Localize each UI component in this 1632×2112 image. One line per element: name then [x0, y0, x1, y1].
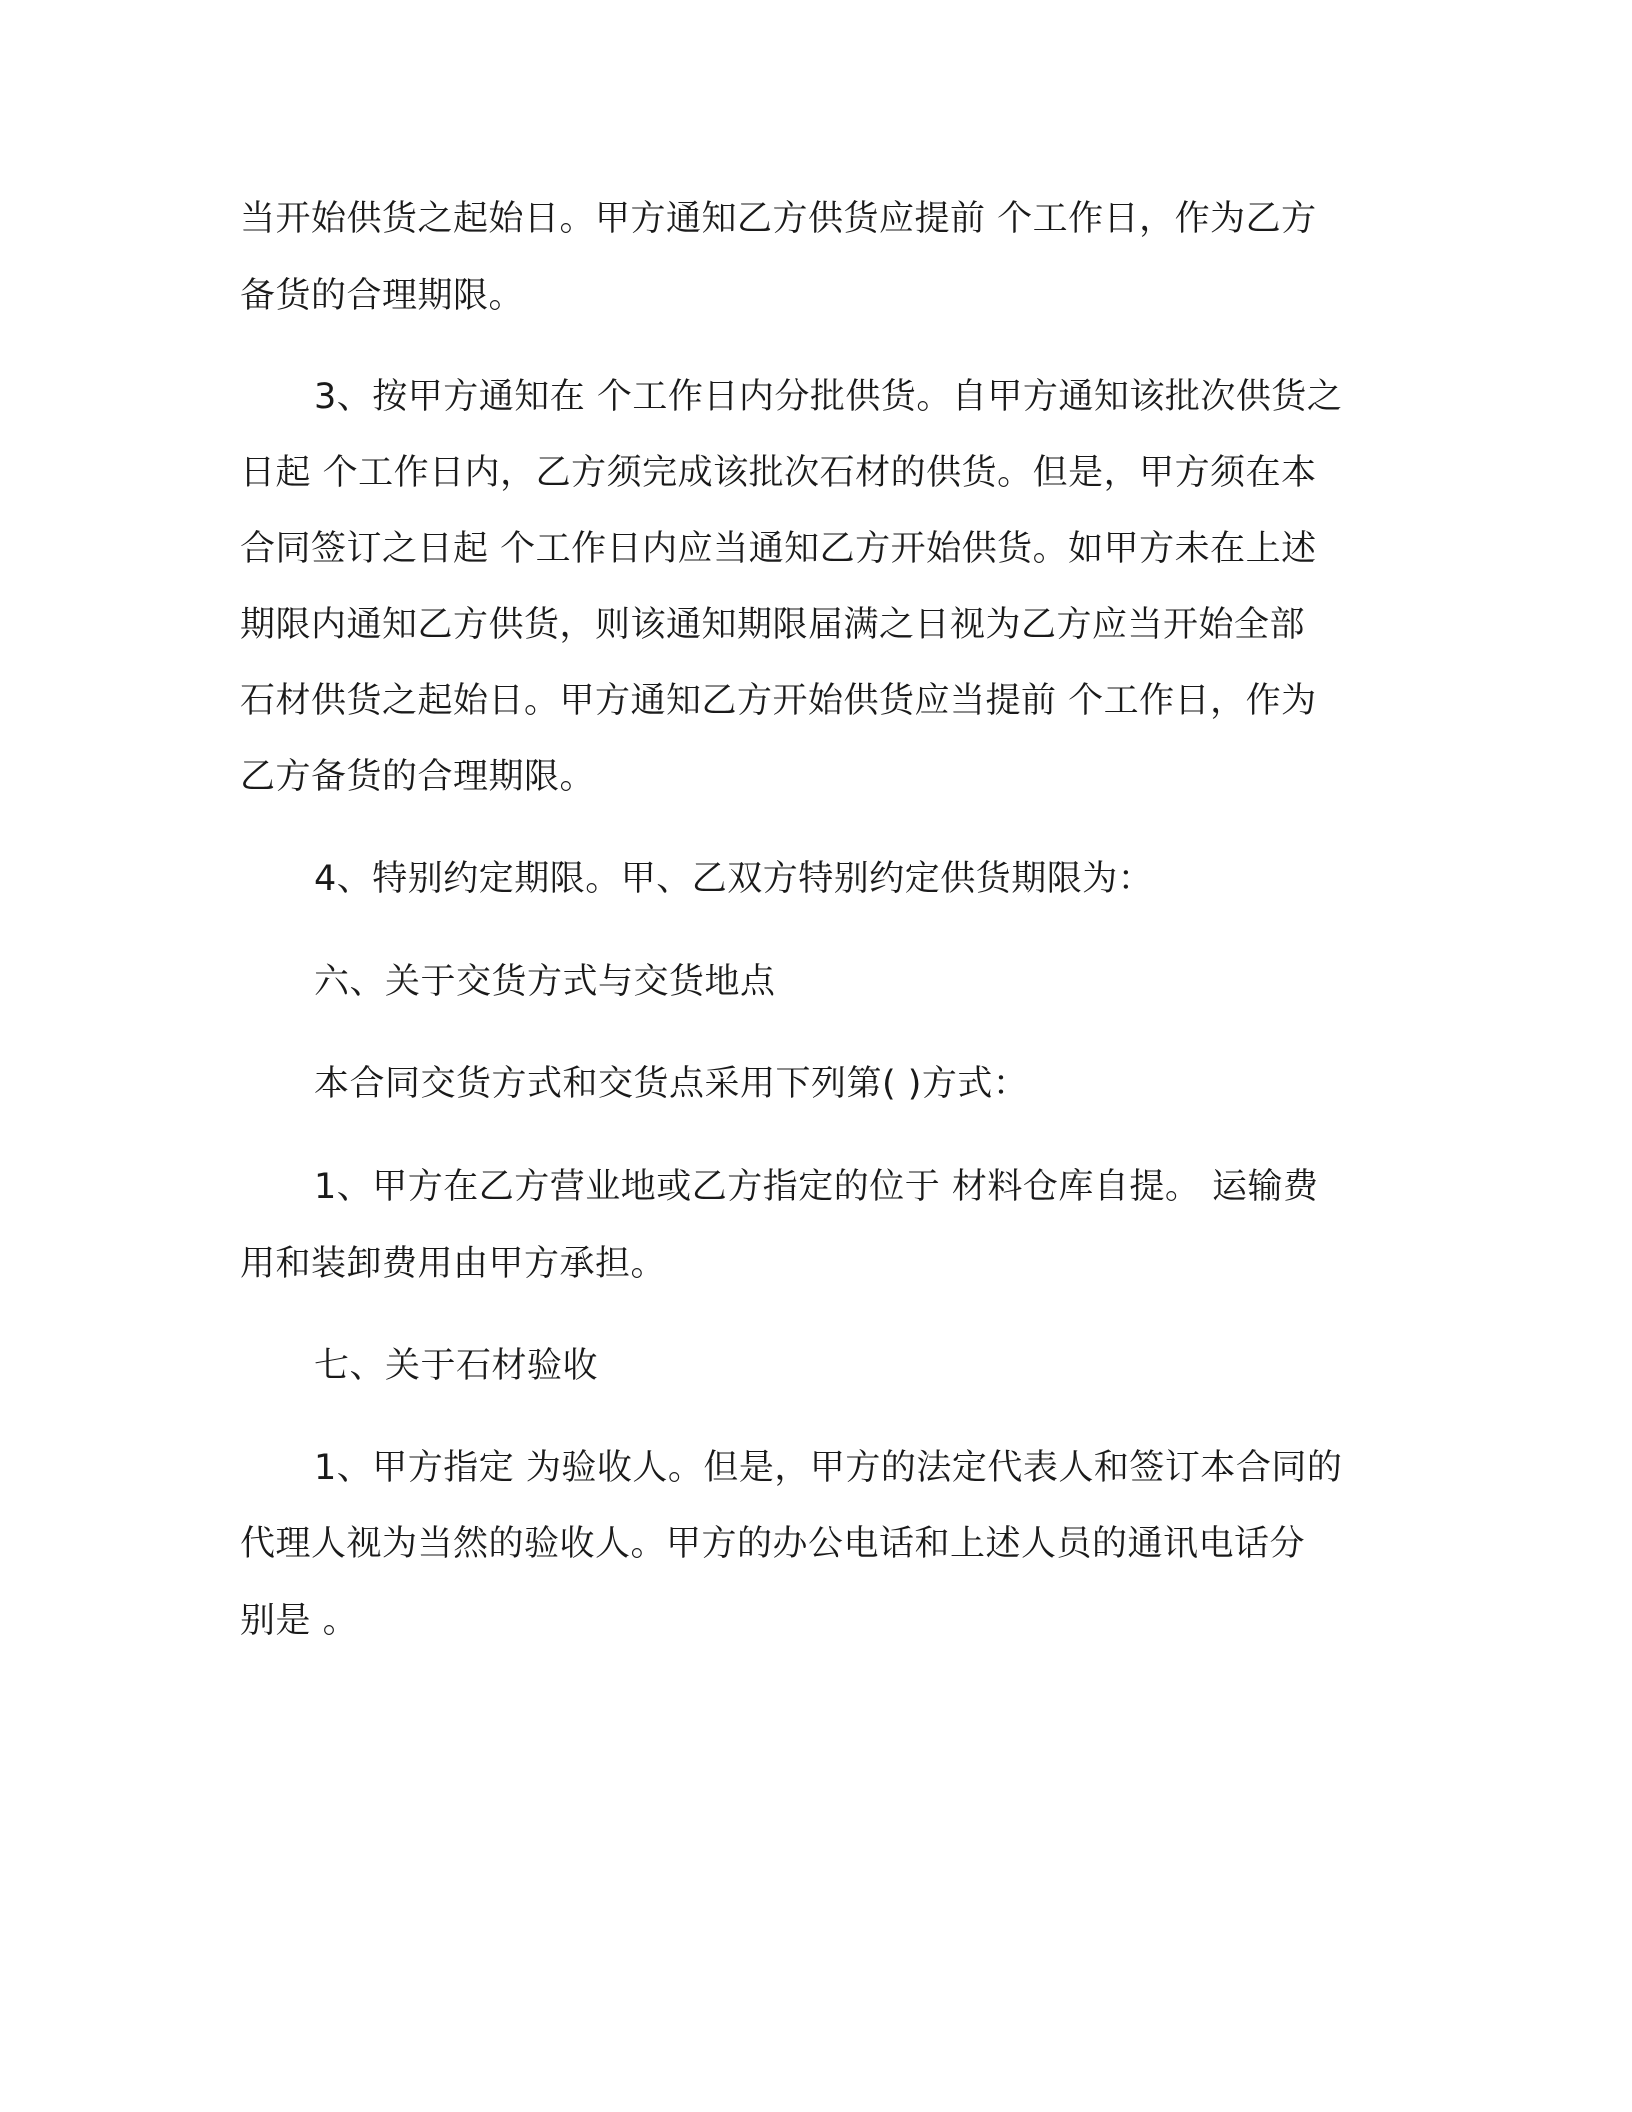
paragraph-line: 乙方备货的合理期限。 [240, 757, 596, 797]
paragraph-line: 石材供货之起始日。甲方通知乙方开始供货应当提前 个工作日，作为 [240, 681, 1317, 721]
paragraph-line: 日起 个工作日内，乙方须完成该批次石材的供货。但是，甲方须在本 [240, 453, 1317, 493]
paragraph-line: 别是 。 [240, 1601, 359, 1641]
paragraph-line: 合同签订之日起 个工作日内应当通知乙方开始供货。如甲方未在上述 [240, 529, 1317, 569]
section-heading: 七、关于石材验收 [314, 1346, 599, 1386]
paragraph-line: 当开始供货之起始日。甲方通知乙方供货应提前 个工作日，作为乙方 [240, 199, 1317, 239]
paragraph-line: 代理人视为当然的验收人。甲方的办公电话和上述人员的通讯电话分 [240, 1524, 1306, 1564]
paragraph-line: 备货的合理期限。 [240, 276, 525, 316]
paragraph-line: 本合同交货方式和交货点采用下列第( )方式： [314, 1064, 1029, 1104]
paragraph-line: 期限内通知乙方供货，则该通知期限届满之日视为乙方应当开始全部 [240, 605, 1306, 645]
paragraph-line: 用和装卸费用由甲方承担。 [240, 1244, 667, 1284]
paragraph-line: 1、甲方在乙方营业地或乙方指定的位于 材料仓库自提。 运输费 [314, 1167, 1319, 1207]
paragraph-line: 3、按甲方通知在 个工作日内分批供货。自甲方通知该批次供货之 [314, 377, 1343, 417]
section-heading: 六、关于交货方式与交货地点 [314, 962, 776, 1002]
paragraph-line: 1、甲方指定 为验收人。但是，甲方的法定代表人和签订本合同的 [314, 1448, 1343, 1488]
paragraph-line: 4、特别约定期限。甲、乙双方特别约定供货期限为： [314, 859, 1154, 899]
